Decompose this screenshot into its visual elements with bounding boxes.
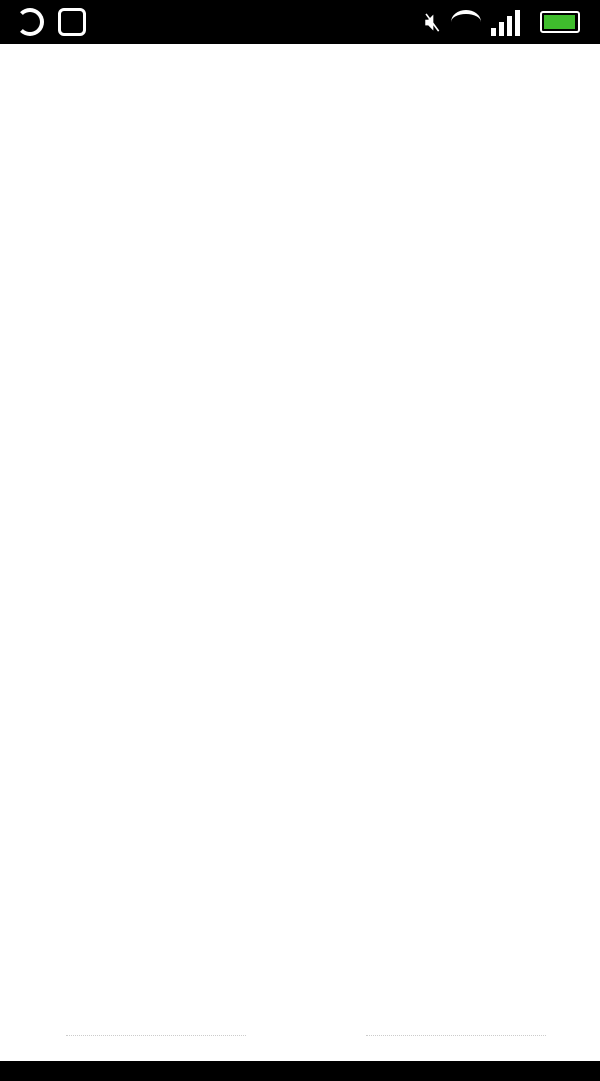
page-content bbox=[0, 44, 600, 1061]
wifi-icon bbox=[451, 10, 481, 34]
battery-icon bbox=[540, 11, 580, 33]
table-header bbox=[0, 86, 600, 100]
signal-icon bbox=[491, 8, 520, 36]
mute-icon: 🔇︎ bbox=[424, 6, 441, 36]
video-icon bbox=[58, 8, 86, 36]
sync-icon bbox=[16, 8, 44, 36]
bottom-bar bbox=[0, 1061, 600, 1081]
status-bar bbox=[0, 0, 600, 44]
